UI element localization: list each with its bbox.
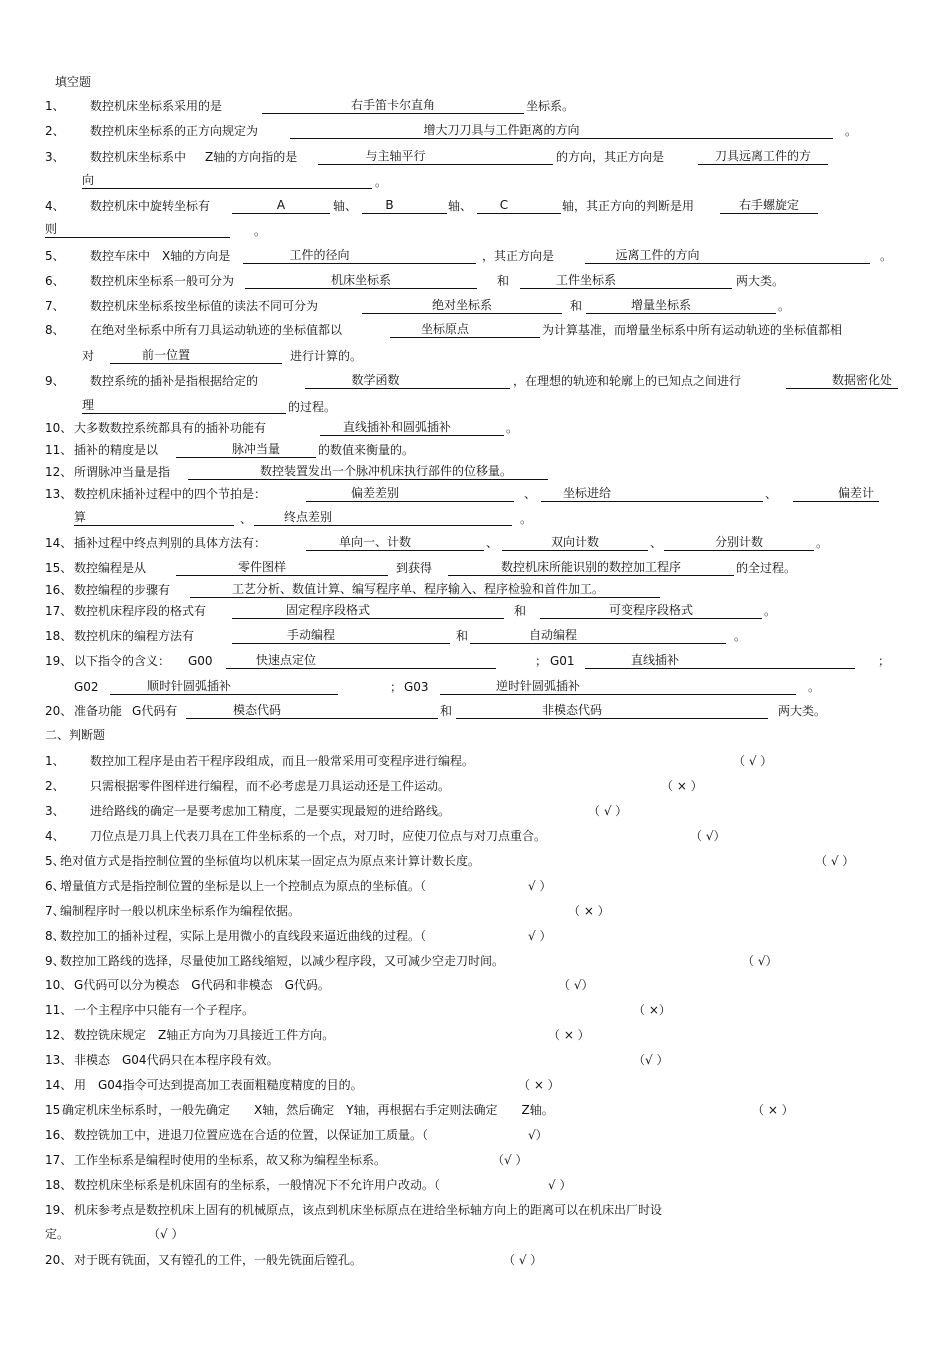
question-text: 、 — [650, 536, 663, 550]
statement-text: 编制程序时一般以机床坐标系作为编程依据。 — [60, 904, 301, 918]
answer-blank: 顺时针圆弧插补 — [110, 679, 338, 695]
answer-blank: 分别计数 — [664, 535, 814, 551]
answer-blank: 算 — [74, 510, 234, 526]
item-number: 10、 — [45, 978, 73, 992]
answer-blank: 刀具远离工件的方 — [698, 149, 828, 165]
item-number: 2、 — [45, 124, 65, 138]
statement-text: 机床参考点是数控机床上固有的机械原点，该点到机床坐标原点在进给坐标轴方向上的距离可以在机床出厂时设 — [74, 1203, 663, 1217]
item-number: 8、 — [45, 929, 65, 943]
answer-blank: 远离工件的方向 — [585, 248, 870, 264]
question-text: 以下指令的含义： — [74, 654, 171, 668]
answer-blank: 与主轴平行 — [318, 149, 553, 165]
answer-mark: （ × ） — [568, 904, 610, 918]
question-text: G03 — [404, 680, 429, 694]
question-text: 数控机床的编程方法有 — [74, 629, 195, 643]
answer-blank: 机床坐标系 — [245, 273, 477, 289]
question-text: 的数值来衡量的。 — [318, 443, 415, 457]
question-text: 。 — [375, 175, 388, 189]
answer-mark: √ ） — [548, 1178, 572, 1192]
statement-text: 一个主程序中只能有一个子程序。 — [74, 1003, 255, 1017]
answer-blank: B — [362, 198, 447, 214]
question-text: 坐标系。 — [526, 99, 575, 113]
answer-blank: A — [232, 198, 330, 214]
answer-blank: 偏差差别 — [306, 486, 514, 502]
statement-text: 数控加工的插补过程，实际上是用微小的直线段来逼近曲线的过程。（ — [60, 929, 427, 943]
answer-blank: C — [477, 198, 561, 214]
item-number: 4、 — [45, 199, 65, 213]
question-text: 数控机床程序段的格式有 — [74, 604, 207, 618]
question-text: 。 — [254, 224, 267, 238]
item-number: 15 — [45, 1103, 61, 1117]
statement-text: 定。 — [45, 1227, 70, 1241]
section-title: 填空题 — [55, 75, 92, 89]
item-number: 16、 — [45, 1128, 73, 1142]
item-number: 6、 — [45, 879, 65, 893]
item-number: 12、 — [45, 465, 73, 479]
answer-blank: 增大刀刀具与工件距离的方向 — [290, 123, 833, 139]
question-text: 的过程。 — [288, 400, 337, 414]
statement-text: 数控铣床规定 Z轴正方向为刀具接近工件方向。 — [74, 1028, 335, 1042]
item-number: 18、 — [45, 629, 73, 643]
section-title: 二、判断题 — [45, 728, 106, 742]
item-number: 5、 — [45, 854, 65, 868]
item-number: 17、 — [45, 604, 73, 618]
question-text: 数控编程的步骤有 — [74, 583, 171, 597]
item-number: 14、 — [45, 536, 73, 550]
answer-mark: √） — [528, 1128, 548, 1142]
item-number: 18、 — [45, 1178, 73, 1192]
question-text: 轴、 — [448, 199, 473, 213]
item-number: 7、 — [45, 299, 65, 313]
question-text: 。 — [734, 629, 747, 643]
item-number: 10、 — [45, 421, 73, 435]
answer-blank: 坐标进给 — [541, 486, 763, 502]
item-number: 7、 — [45, 904, 65, 918]
question-text: G01 — [550, 654, 575, 668]
question-text: 数控编程是从 — [74, 561, 147, 575]
statement-text: 数控加工程序是由若干程序段组成，而且一般常采用可变程序进行编程。 — [90, 754, 475, 768]
question-text: 和 — [456, 629, 469, 643]
item-number: 8、 — [45, 323, 65, 337]
item-number: 6、 — [45, 274, 65, 288]
question-text: 和 — [497, 274, 510, 288]
question-text: 和 — [440, 704, 453, 718]
answer-mark: √ ） — [528, 929, 552, 943]
item-number: 12、 — [45, 1028, 73, 1042]
answer-mark: （√ ） — [148, 1227, 184, 1241]
item-number: 9、 — [45, 374, 65, 388]
statement-text: 只需根据零件图样进行编程，而不必考虑是刀具运动还是工件运动。 — [90, 779, 451, 793]
question-text: 。 — [778, 299, 791, 313]
question-text: 。 — [520, 512, 533, 526]
question-text: 。 — [845, 124, 858, 138]
answer-blank: 直线插补和圆弧插补 — [320, 420, 504, 436]
answer-blank: 绝对坐标系 — [362, 298, 562, 314]
answer-blank: 则 — [45, 222, 230, 238]
answer-blank: 向 — [82, 173, 372, 189]
answer-blank: 零件图样 — [176, 560, 388, 576]
answer-blank: 右手螺旋定 — [720, 198, 818, 214]
answer-blank: 固定程序段格式 — [232, 603, 504, 619]
answer-mark: （ √ ） — [503, 1253, 543, 1267]
answer-mark: （√ ） — [633, 1053, 669, 1067]
statement-text: 数控加工路线的选择，尽量使加工路线缩短，以减少程序段，又可减少空走刀时间。 — [60, 954, 505, 968]
question-text: 数控机床坐标系一般可分为 — [90, 274, 235, 288]
answer-mark: （ × ） — [548, 1028, 590, 1042]
question-text: 两大类。 — [736, 274, 785, 288]
answer-blank: 数控装置发出一个脉冲机床执行部件的位移量。 — [188, 464, 548, 480]
statement-text: G代码可以分为模态 G代码和非模态 G代码。 — [74, 978, 330, 992]
item-number: 14、 — [45, 1078, 73, 1092]
answer-blank: 手动编程 — [232, 628, 450, 644]
answer-blank: 自动编程 — [470, 628, 726, 644]
answer-blank: 单向一、计数 — [306, 535, 484, 551]
question-text: 大多数数控系统都具有的插补功能有 — [74, 421, 267, 435]
answer-blank: 脉冲当量 — [176, 442, 316, 458]
item-number: 1、 — [45, 754, 65, 768]
statement-text: 确定机床坐标系时，一般先确定 X轴，然后确定 Y轴，再根据右手定则法确定 Z轴。 — [62, 1103, 554, 1117]
question-text: G02 — [74, 680, 99, 694]
answer-blank: 增量坐标系 — [586, 298, 776, 314]
item-number: 11、 — [45, 443, 73, 457]
question-text: 、 — [765, 487, 778, 501]
question-text: 轴，其正方向的判断是用 — [562, 199, 695, 213]
item-number: 4、 — [45, 829, 65, 843]
answer-mark: （ × ） — [752, 1103, 794, 1117]
statement-text: 刀位点是刀具上代表刀具在工件坐标系的一个点，对刀时，应使刀位点与对刀点重合。 — [90, 829, 547, 843]
question-text: 对 — [82, 349, 95, 363]
statement-text: 工作坐标系是编程时使用的坐标系，故又称为编程坐标系。 — [74, 1153, 387, 1167]
item-number: 20、 — [45, 704, 73, 718]
answer-blank: 快速点定位 — [226, 653, 496, 669]
answer-blank: 非模态代码 — [456, 703, 768, 719]
answer-blank: 可变程序段格式 — [540, 603, 762, 619]
statement-text: 非模态 G04代码只在本程序段有效。 — [74, 1053, 279, 1067]
question-text: 数控机床坐标系采用的是 — [90, 99, 223, 113]
item-number: 15、 — [45, 561, 73, 575]
answer-mark: √ ） — [528, 879, 552, 893]
answer-blank: 工件坐标系 — [520, 273, 732, 289]
answer-mark: （ √ ） — [815, 854, 855, 868]
question-text: ，其正方向是 — [482, 249, 555, 263]
question-text: 准备功能 — [74, 704, 123, 718]
answer-blank: 数据密化处 — [786, 373, 898, 389]
question-text: ，在理想的轨迹和轮廓上的已知点之间进行 — [513, 374, 742, 388]
answer-blank: 模态代码 — [186, 703, 438, 719]
answer-blank: 终点差别 — [254, 510, 512, 526]
answer-mark: （ × ） — [518, 1078, 560, 1092]
answer-blank: 直线插补 — [585, 653, 855, 669]
answer-blank: 坐标原点 — [390, 322, 540, 338]
answer-blank: 理 — [82, 398, 286, 414]
statement-text: 进给路线的确定一是要考虑加工精度，二是要实现最短的进给路线。 — [90, 804, 451, 818]
question-text: 数控机床坐标系按坐标值的读法不同可分为 — [90, 299, 319, 313]
question-text: Z轴的方向指的是 — [205, 150, 298, 164]
statement-text: 数控机床坐标系是机床固有的坐标系，一般情况下不允许用户改动。（ — [74, 1178, 441, 1192]
question-text: 进行计算的。 — [290, 349, 363, 363]
question-text: 。 — [816, 536, 829, 550]
item-number: 2、 — [45, 779, 65, 793]
item-number: 9、 — [45, 954, 65, 968]
question-text: 。 — [506, 421, 519, 435]
statement-text: 数控铣加工中，进退刀位置应选在合适的位置，以保证加工质量。（ — [74, 1128, 429, 1142]
item-number: 11、 — [45, 1003, 73, 1017]
question-text: 、 — [240, 512, 253, 526]
answer-mark: （ √） — [558, 978, 594, 992]
question-text: 在绝对坐标系中所有刀具运动轨迹的坐标值都以 — [90, 323, 343, 337]
question-text: 的方向，其正方向是 — [556, 150, 665, 164]
answer-mark: （ × ） — [661, 779, 703, 793]
answer-mark: （ √） — [742, 954, 778, 968]
answer-blank: 工件的径向 — [243, 248, 476, 264]
question-text: 、 — [524, 487, 537, 501]
question-text: X轴的方向是 — [162, 249, 231, 263]
question-text: G代码有 — [132, 704, 178, 718]
answer-mark: （ √ ） — [588, 804, 628, 818]
question-text: G00 — [188, 654, 213, 668]
question-text: 插补过程中终点判别的具体方法有： — [74, 536, 267, 550]
question-text: 。 — [764, 604, 777, 618]
question-text: 数控机床中旋转坐标有 — [90, 199, 211, 213]
statement-text: 增量值方式是指控制位置的坐标是以上一个控制点为原点的坐标值。（ — [60, 879, 427, 893]
item-number: 3、 — [45, 150, 65, 164]
question-text: 。 — [880, 249, 893, 263]
question-text: ； — [390, 680, 403, 694]
question-text: 的全过程。 — [736, 561, 797, 575]
answer-blank: 数控机床所能识别的数控加工程序 — [448, 560, 734, 576]
item-number: 3、 — [45, 804, 65, 818]
answer-mark: （√ ） — [492, 1153, 528, 1167]
question-text: 两大类。 — [778, 704, 827, 718]
item-number: 20、 — [45, 1253, 73, 1267]
question-text: 数控机床坐标系的正方向规定为 — [90, 124, 259, 138]
question-text: 数控系统的插补是指根据给定的 — [90, 374, 259, 388]
answer-mark: （ √ ） — [733, 754, 773, 768]
statement-text: 对于既有铣面，又有镗孔的工件，一般先铣面后镗孔。 — [74, 1253, 363, 1267]
question-text: 所谓脉冲当量是指 — [74, 465, 171, 479]
question-text: ； — [535, 654, 548, 668]
question-text: ； — [878, 654, 891, 668]
answer-blank: 逆时针圆弧插补 — [440, 679, 796, 695]
item-number: 13、 — [45, 487, 73, 501]
question-text: 插补的精度是以 — [74, 443, 159, 457]
answer-blank: 工艺分析、数值计算、编写程序单、程序输入、程序检验和首件加工。 — [190, 582, 660, 598]
question-text: 。 — [808, 680, 821, 694]
item-number: 1、 — [45, 99, 65, 113]
answer-blank: 偏差计 — [793, 486, 879, 502]
item-number: 16、 — [45, 583, 73, 597]
statement-text: 用 G04指令可达到提高加工表面粗糙度精度的目的。 — [74, 1078, 363, 1092]
item-number: 17、 — [45, 1153, 73, 1167]
question-text: 轴、 — [333, 199, 358, 213]
statement-text: 绝对值方式是指控制位置的坐标值均以机床某一固定点为原点来计算计数长度。 — [60, 854, 481, 868]
question-text: 数控机床插补过程中的四个节拍是： — [74, 487, 267, 501]
answer-blank: 数学函数 — [305, 373, 510, 389]
answer-mark: （ ×） — [633, 1003, 671, 1017]
answer-blank: 双向计数 — [502, 535, 648, 551]
answer-blank: 右手笛卡尔直角 — [262, 98, 524, 114]
question-text: 数控机床坐标系中 — [90, 150, 187, 164]
question-text: 和 — [514, 604, 527, 618]
item-number: 13、 — [45, 1053, 73, 1067]
item-number: 19、 — [45, 654, 73, 668]
question-text: 和 — [570, 299, 583, 313]
item-number: 19、 — [45, 1203, 73, 1217]
question-text: 到获得 — [396, 561, 433, 575]
question-text: 数控车床中 — [90, 249, 151, 263]
answer-blank: 前一位置 — [110, 348, 282, 364]
question-text: 、 — [486, 536, 499, 550]
item-number: 5、 — [45, 249, 65, 263]
question-text: 为计算基准，而增量坐标系中所有运动轨迹的坐标值都相 — [542, 323, 843, 337]
answer-mark: （ √） — [690, 829, 726, 843]
